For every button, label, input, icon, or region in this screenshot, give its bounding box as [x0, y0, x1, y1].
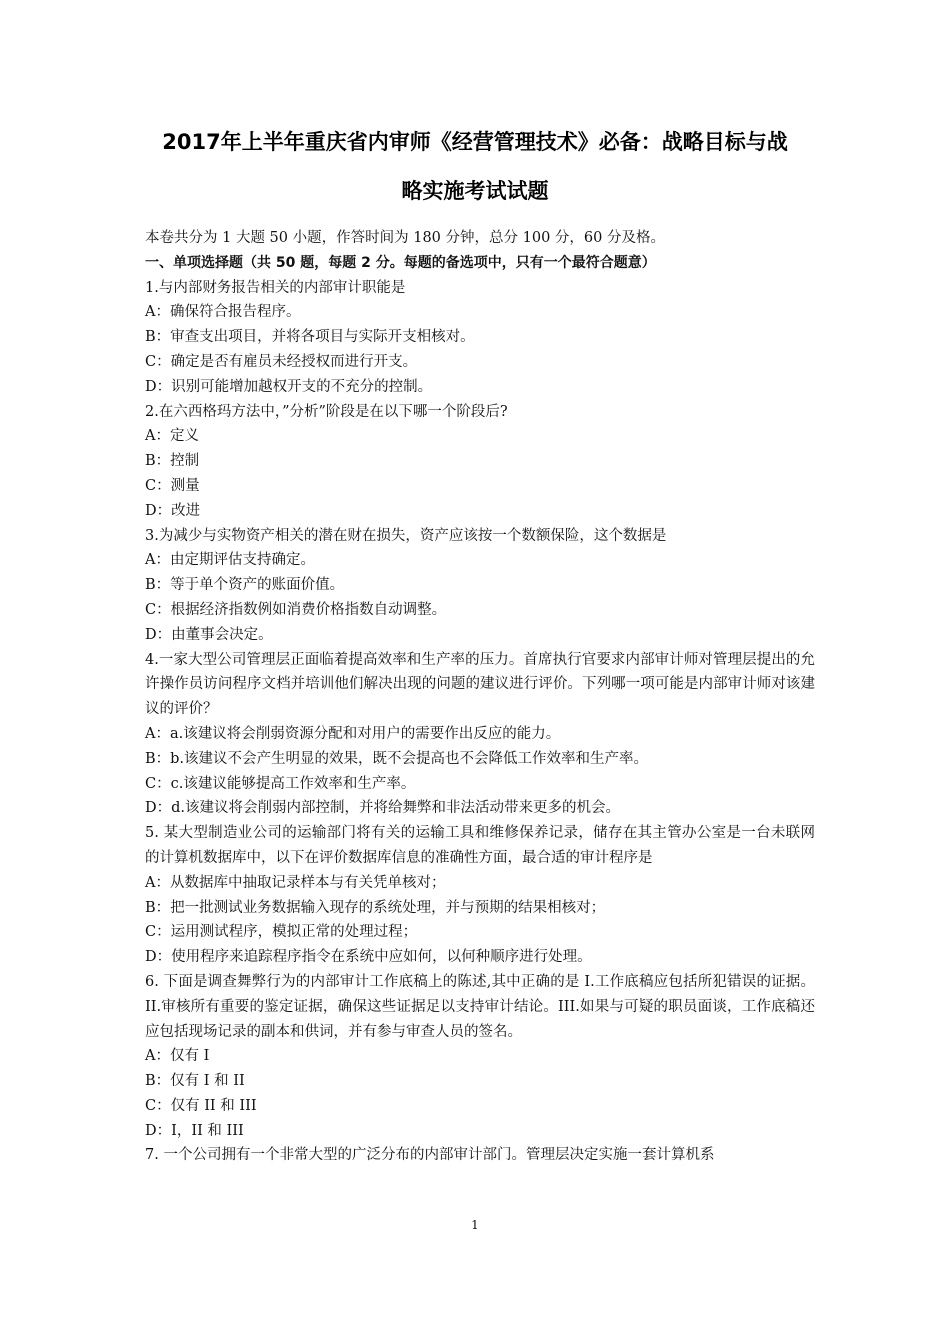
option-d: D：使用程序来追踪程序指令在系统中应如何，以何种顺序进行处理。: [145, 949, 592, 966]
question-stem: 5. 某大型制造业公司的运输部门将有关的运输工具和维修保养记录，储存在其主管办公室是一台未联网的计算机数据库中，以下在评价数据库信息的准确性方面，最合适的审计程序是: [145, 825, 815, 866]
question-3: [145, 524, 815, 648]
option-b: B：审查支出项目，并将各项目与实际开支相核对。: [145, 329, 475, 346]
option-a: A：确保符合报告程序。: [145, 304, 301, 321]
document-body: [145, 226, 815, 1168]
question-6: [145, 970, 815, 1144]
option-d: D：由董事会决定。: [145, 626, 273, 643]
option-b: B：控制: [145, 453, 200, 470]
option-a: A：由定期评估支持确定。: [145, 552, 315, 569]
option-c: C：测量: [145, 477, 200, 494]
option-b: B：等于单个资产的账面价值。: [145, 577, 345, 594]
section-heading: 一、单项选择题（共 50 题，每题 2 分。每题的备选项中，只有一个最符合题意）: [145, 254, 656, 271]
question-stem: 2.在六西格玛方法中，”分析”阶段是在以下哪一个阶段后?: [145, 403, 508, 420]
option-a: A：仅有 I: [145, 1048, 210, 1065]
option-c: C：根据经济指数例如消费价格指数自动调整。: [145, 601, 447, 618]
page-number: 1: [471, 1218, 479, 1232]
option-c: C：仅有 II 和 III: [145, 1097, 257, 1114]
question-7: [145, 1143, 815, 1168]
option-b: B：b.该建议不会产生明显的效果，既不会提高也不会降低工作效率和生产率。: [145, 750, 649, 767]
question-stem: 4.一家大型公司管理层正面临着提高效率和生产率的压力。首席执行官要求内部审计师对管理层提出的允许操作员访问程序文档并培训他们解决出现的问题的建议进行评价。下列哪一项可能是内部审计师对该建议的评价？: [145, 651, 815, 718]
question-stem: 3.为减少与实物资产相关的潜在财在损失，资产应该按一个数额保险，这个数据是: [145, 527, 667, 544]
option-d: D：d.该建议将会削弱内部控制，并将给舞弊和非法活动带来更多的机会。: [145, 800, 621, 817]
option-d: D：I，II 和 III: [145, 1122, 244, 1139]
option-c: C：确定是否有雇员未经授权而进行开支。: [145, 353, 418, 370]
question-1: [145, 276, 815, 400]
question-stem: 1.与内部财务报告相关的内部审计职能是: [145, 279, 406, 296]
question-4: [145, 648, 815, 822]
document-title-line-2: 略实施考试试题: [401, 179, 549, 203]
question-5: [145, 821, 815, 970]
option-d: D：改进: [145, 502, 201, 519]
exam-intro: 本卷共分为 1 大题 50 小题，作答时间为 180 分钟，总分 100 分，60 分及格。: [145, 230, 665, 246]
option-a: A：a.该建议将会削弱资源分配和对用户的需要作出反应的能力。: [145, 725, 561, 742]
option-b: B：仅有 I 和 II: [145, 1073, 245, 1090]
option-c: C：c.该建议能够提高工作效率和生产率。: [145, 775, 416, 792]
option-c: C：运用测试程序，模拟正常的处理过程；: [145, 924, 418, 941]
question-2: [145, 400, 815, 524]
option-a: A：定义: [145, 428, 199, 445]
option-a: A：从数据库中抽取记录样本与有关凭单核对；: [145, 874, 446, 891]
document-title-line-1: 2017年上半年重庆省内审师《经营管理技术》必备：战略目标与战: [162, 130, 788, 154]
option-d: D：识别可能增加越权开支的不充分的控制。: [145, 378, 433, 395]
option-b: B：把一批测试业务数据输入现存的系统处理，并与预期的结果相核对；: [145, 899, 606, 916]
question-stem: 7. 一个公司拥有一个非常大型的广泛分布的内部审计部门。管理层决定实施一套计算机系: [145, 1147, 715, 1164]
question-stem: 6. 下面是调查舞弊行为的内部审计工作底稿上的陈述,其中正确的是 I.工作底稿应包括所犯错误的证据。II.审核所有重要的鉴定证据，确保这些证据足以支持审计结论。III.如果与可疑的职员面谈，工作底稿还应包括现场记录的副本和供词，并有参与审查人员的签名。: [145, 973, 815, 1040]
